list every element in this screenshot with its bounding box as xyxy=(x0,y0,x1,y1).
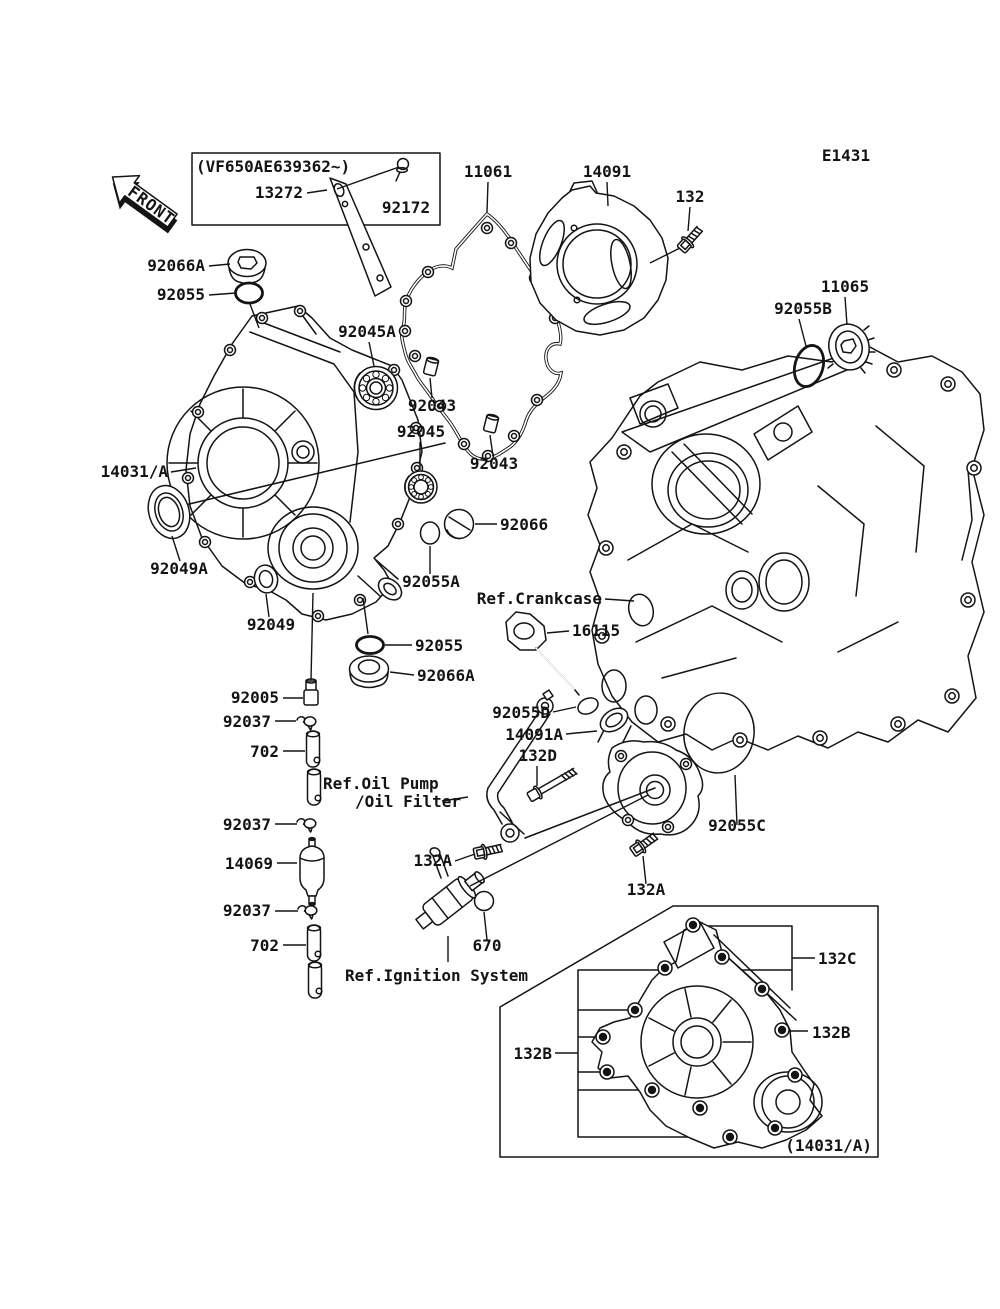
part-label-132b: 132B xyxy=(812,1023,851,1042)
part-dowel-92043-lower xyxy=(483,413,499,433)
part-label-92037: 92037 xyxy=(222,901,271,920)
part-label-92055a: 92055A xyxy=(402,572,460,591)
part-dowel-92043-upper xyxy=(423,356,439,376)
part-label-92043: 92043 xyxy=(407,396,457,415)
part-fitting-92005 xyxy=(304,679,318,705)
part-pipe-702-a1 xyxy=(307,731,320,767)
ref-crankcase-artwork xyxy=(588,346,984,750)
part-clamp-92037-b xyxy=(297,819,316,832)
part-label-92055d: 92055D xyxy=(492,703,550,722)
part-clamp-92037-c xyxy=(298,906,317,919)
part-label-14091: 14091 xyxy=(582,162,632,181)
leader-16115 xyxy=(547,631,569,633)
part-plug-92066 xyxy=(445,510,474,539)
part-label-92037: 92037 xyxy=(222,815,271,834)
part-label-14031-a: 14031/A xyxy=(100,462,168,481)
part-label-92045a: 92045A xyxy=(338,322,396,341)
part-label-132b: 132B xyxy=(513,1044,552,1063)
part-label-92055b: 92055B xyxy=(774,299,832,318)
part-label-92055: 92055 xyxy=(415,636,464,655)
part-label-ref-crankcase: Ref.Crankcase xyxy=(476,589,602,608)
part-label-92049a: 92049A xyxy=(150,559,208,578)
part-label-11065: 11065 xyxy=(820,277,870,296)
part-label-92005: 92005 xyxy=(230,688,279,707)
part-label-132c: 132C xyxy=(818,949,857,968)
front-arrow-label: FRONT xyxy=(124,181,179,229)
part-clamp-92037-a xyxy=(297,717,316,730)
leader-14091a xyxy=(566,731,597,734)
part-label-16115: 16115 xyxy=(572,621,621,640)
part-label-14091a: 14091A xyxy=(505,725,563,744)
part-bolt-132 xyxy=(675,224,705,255)
part-label-132a: 132A xyxy=(626,880,666,899)
part-pipe-702-b2 xyxy=(309,962,322,998)
part-cap-92066a-lower xyxy=(350,656,389,688)
part-label-132a: 132A xyxy=(413,851,452,870)
part-label-132: 132 xyxy=(675,187,705,206)
part-bolt-132a-left xyxy=(473,841,504,861)
part-label-13272: 13272 xyxy=(254,183,303,202)
leader-92055d xyxy=(553,707,576,712)
part-oring-92055-top xyxy=(236,283,263,303)
part-label-ref-ignition-system: Ref.Ignition System xyxy=(345,966,529,985)
part-pipe-702-b1 xyxy=(308,925,321,961)
part-label-92172: 92172 xyxy=(381,198,431,217)
part-label-92066a: 92066A xyxy=(417,666,475,685)
leader-92049 xyxy=(266,594,269,617)
leader-92055b xyxy=(799,319,806,346)
part-label-702: 702 xyxy=(250,742,279,761)
part-label-92066: 92066 xyxy=(500,515,549,534)
front-direction-arrow xyxy=(100,163,186,240)
part-bolt-132d xyxy=(526,765,579,804)
leader-92049a xyxy=(172,536,180,561)
part-bearing-92045 xyxy=(405,471,437,503)
part-label-e1431: E1431 xyxy=(821,146,871,165)
part-label-ref-oil-pump: Ref.Oil Pump xyxy=(323,774,439,793)
part-label-702: 702 xyxy=(250,936,279,955)
leader-14091 xyxy=(607,182,608,206)
leader-13272 xyxy=(307,190,327,193)
leader-92066a-top xyxy=(209,264,230,266)
part-label-92037: 92037 xyxy=(222,712,271,731)
part-oring-92055d xyxy=(575,695,600,717)
leader-11061 xyxy=(487,182,488,212)
part-oring-670 xyxy=(475,892,494,911)
part-label-92055: 92055 xyxy=(156,285,205,304)
part-label-14031-a: (14031/A) xyxy=(785,1136,872,1155)
part-label-132d: 132D xyxy=(518,746,557,765)
leader-92066a-lower xyxy=(390,672,414,675)
part-label-14069: 14069 xyxy=(224,854,273,873)
part-label-670: 670 xyxy=(472,936,502,955)
leader-11065 xyxy=(845,297,847,325)
part-oring-92055a xyxy=(421,522,440,544)
part-bracket-13272 xyxy=(330,178,391,296)
part-label-vf650ae639362: (VF650AE639362~) xyxy=(196,157,351,176)
part-plate-14091 xyxy=(530,181,668,335)
part-pipe-702-a2 xyxy=(308,769,321,805)
leader-132a-left xyxy=(455,854,475,861)
part-label-92049: 92049 xyxy=(246,615,296,634)
part-bearing-92045a xyxy=(354,367,397,410)
part-screw-92172 xyxy=(396,159,409,182)
part-label-92066a: 92066A xyxy=(147,256,205,275)
part-label-92055c: 92055C xyxy=(708,816,766,835)
part-label-92043: 92043 xyxy=(469,454,519,473)
part-filter-14069 xyxy=(300,838,324,906)
part-dipstick-16115 xyxy=(506,612,579,695)
leader-ignition-to-cover xyxy=(470,795,648,886)
part-label-oil-filter: /Oil Filter xyxy=(355,792,461,811)
part-label-11061: 11061 xyxy=(463,162,513,181)
part-oring-92055-lower xyxy=(357,637,384,654)
part-cap-92066a-top xyxy=(228,250,266,284)
part-label-92045: 92045 xyxy=(396,422,446,441)
